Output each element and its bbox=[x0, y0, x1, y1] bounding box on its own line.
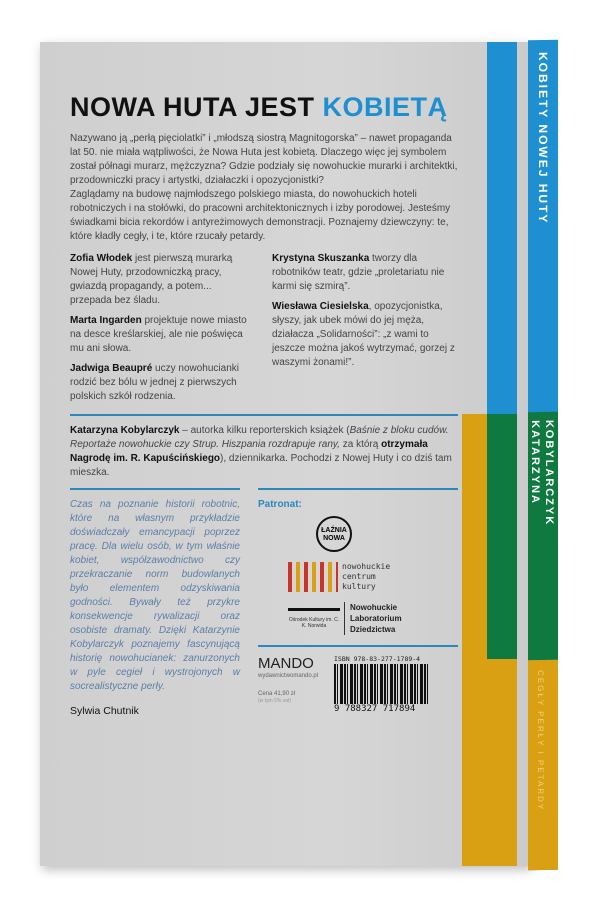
back-cover-text bbox=[70, 132, 458, 718]
woman-bio: Krystyna Skuszanka tworzy dla robotników teatr, gdzie „proletariatu nie karmi się szmirą”. bbox=[272, 253, 445, 292]
ochre-stripe-bottom bbox=[487, 659, 517, 866]
nck-logo bbox=[288, 562, 458, 592]
nld-logo: Nowohuckie Laboratorium Dziedzictwa bbox=[344, 602, 414, 635]
publisher-url: wydawnictwomando.pl bbox=[258, 673, 319, 679]
laznia-nowa-logo: ŁAŹNIA NOWA bbox=[316, 516, 352, 552]
barcode bbox=[334, 664, 429, 704]
spine-subtitle: CEGŁY PERŁY I PETARDY bbox=[536, 669, 545, 812]
green-stripe bbox=[487, 414, 517, 659]
blurb-quote: Czas na poznanie historii robotnic, które na własnym przykładzie doświadczały emancypacji poprzez pracę. Dla wielu osób, w tym właśnie kobiet, współzawodnictwo czy przekraczanie norm budowlanych było elementem odzyskiwania godności. Bywały też przykre konsekwencje rywalizacji oraz osobiste dramaty. Dzięki Katarzynie Kobylarczyk poznajemy fascynującą historię nowohucianek: zanurzonych w pyle cegieł i wystrojonych w socrealistyczne perły. bbox=[70, 499, 240, 692]
ean-number: 9 788327 717894 bbox=[334, 704, 416, 714]
nld-logo-group bbox=[288, 602, 458, 635]
blue-stripe bbox=[487, 42, 517, 414]
isbn-label: ISBN 978-83-277-1789-4 bbox=[334, 655, 421, 663]
woman-bio: Wiesława Ciesielska, opozycjonistka, słyszy, jak ubek mówi do jej męża, działacza „Solidarności”: „z wami to jeszcze można jakoś wytrzymać, gorzej z waszymi żonami!”. bbox=[272, 301, 455, 368]
woman-bio: Marta Ingarden projektuje nowe miasto na desce kreślarskiej, ale nie poświęca mu ani słowa. bbox=[70, 315, 247, 354]
divider bbox=[70, 488, 240, 490]
publisher-block bbox=[258, 655, 458, 715]
spine-author-first: KATARZYNA bbox=[529, 420, 541, 506]
divider bbox=[258, 645, 458, 647]
divider bbox=[70, 414, 458, 416]
nck-logo-text: nowohuckie centrum kultury bbox=[342, 562, 391, 591]
spine-author-last: KOBYLARCZYK bbox=[543, 419, 555, 527]
book-spine bbox=[528, 40, 558, 871]
intro-paragraph-2: Zaglądamy na budowę najmłodszego polskiego miasta, do nowohuckich hoteli robotniczych i na stołówki, do pracowni architektonicznych i izby porodowej. Jesteśmy świadkami bicia rekordów i antyreżimowych demonstracji. Poznajemy dziewczyny: te, które kładły cegły, i te, które rzucały petardy. bbox=[70, 189, 451, 242]
ochre-stripe bbox=[462, 414, 487, 866]
intro-paragraph-1: Nazywano ją „perłą pięciolatki” i „młodszą siostrą Magnitogorska” – nawet propaganda lat 50. nie miała wątpliwości, że Nowa Huta jest kobietą. Dlaczego więc jej symbolem został półnagi murarz, mężczyzna? Gdzie podziały się nowohuckie murarki i architektki, przodowniczki pracy i artystki, działaczki i opozycjonistki? bbox=[70, 133, 458, 186]
price-vat: (w tym 5% vat) bbox=[258, 698, 292, 704]
cover-title: NOWA HUTA JEST KOBIETĄ bbox=[70, 92, 448, 122]
woman-bio: Zofia Włodek jest pierwszą murarką Nowej Huty, przodowniczką pracy, gwiazdą propagandy, a potem... przepada bez śladu. bbox=[70, 253, 233, 306]
bottom-section bbox=[70, 488, 458, 718]
nck-logo-icon bbox=[288, 562, 338, 592]
author-bio: Katarzyna Kobylarczyk – autorka kilku reporterskich książek (Baśnie z bloku cudów. Reportaże nowohuckie czy Strup. Hiszpania rozdrapuje rany, za którą otrzymała Nagrodę im. R. Kapuścińskiego), dziennikarka. Pochodzi z Nowej Huty i co dziś tam mieszka. bbox=[70, 425, 452, 478]
divider bbox=[258, 488, 458, 490]
price: Cena 41,90 zł bbox=[258, 691, 296, 697]
publisher-logo: MANDO bbox=[258, 655, 314, 672]
women-bios bbox=[70, 252, 458, 404]
blurb-author: Sylwia Chutnik bbox=[70, 705, 139, 717]
ok-norwida-logo: Ośrodek Kultury im. C. K. Norwida bbox=[288, 608, 340, 629]
woman-bio: Jadwiga Beaupré uczy nowohucianki rodzić bez bólu w jednej z pierwszych polskich szkół rodzenia. bbox=[70, 363, 239, 402]
patronat-label: Patronat: bbox=[258, 499, 302, 510]
spine-title: KOBIETY NOWEJ HUTY bbox=[536, 51, 550, 225]
